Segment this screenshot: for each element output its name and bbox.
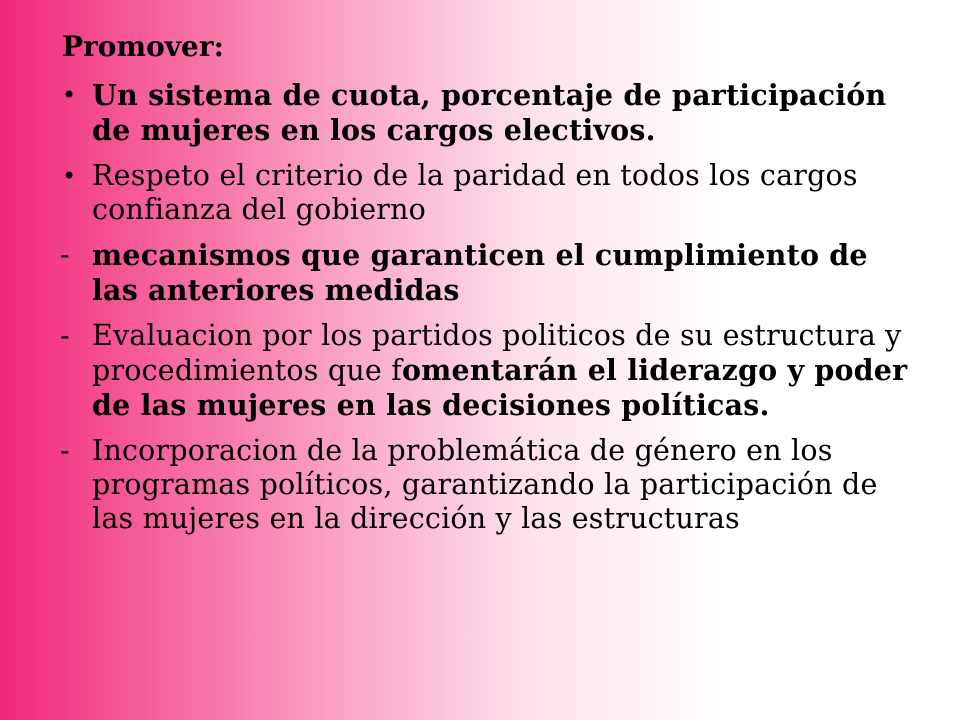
bullet-list (60, 78, 920, 547)
list-item (60, 78, 920, 148)
list-item (60, 159, 920, 227)
dash-marker: - (60, 434, 70, 467)
list-item (60, 434, 920, 536)
item-text-emphasis: omentarán el liderazgo y poder de las mujeres en las decisiones políticas. (92, 353, 908, 422)
item-text: Respeto el criterio de la paridad en todos los cargos confianza del gobierno (92, 159, 858, 226)
slide-heading: Promover: (62, 30, 224, 63)
bullet-marker: • (62, 81, 77, 109)
item-text: Incorporacion de la problemática de género en los programas políticos, garantizando la participación de las mujeres en la dirección y las estructuras (92, 434, 878, 535)
list-item (60, 238, 920, 308)
dash-marker: - (60, 238, 70, 271)
dash-marker: - (60, 319, 70, 352)
item-text: Evaluacion por los partidos politicos de su estructura y procedimientos que f (92, 319, 902, 387)
bullet-marker: • (62, 162, 77, 190)
item-text: Un sistema de cuota, porcentaje de participación de mujeres en los cargos electivos. (92, 78, 887, 147)
list-item (60, 319, 920, 423)
item-text: mecanismos que garanticen el cumplimiento de las anteriores medidas (92, 238, 868, 307)
